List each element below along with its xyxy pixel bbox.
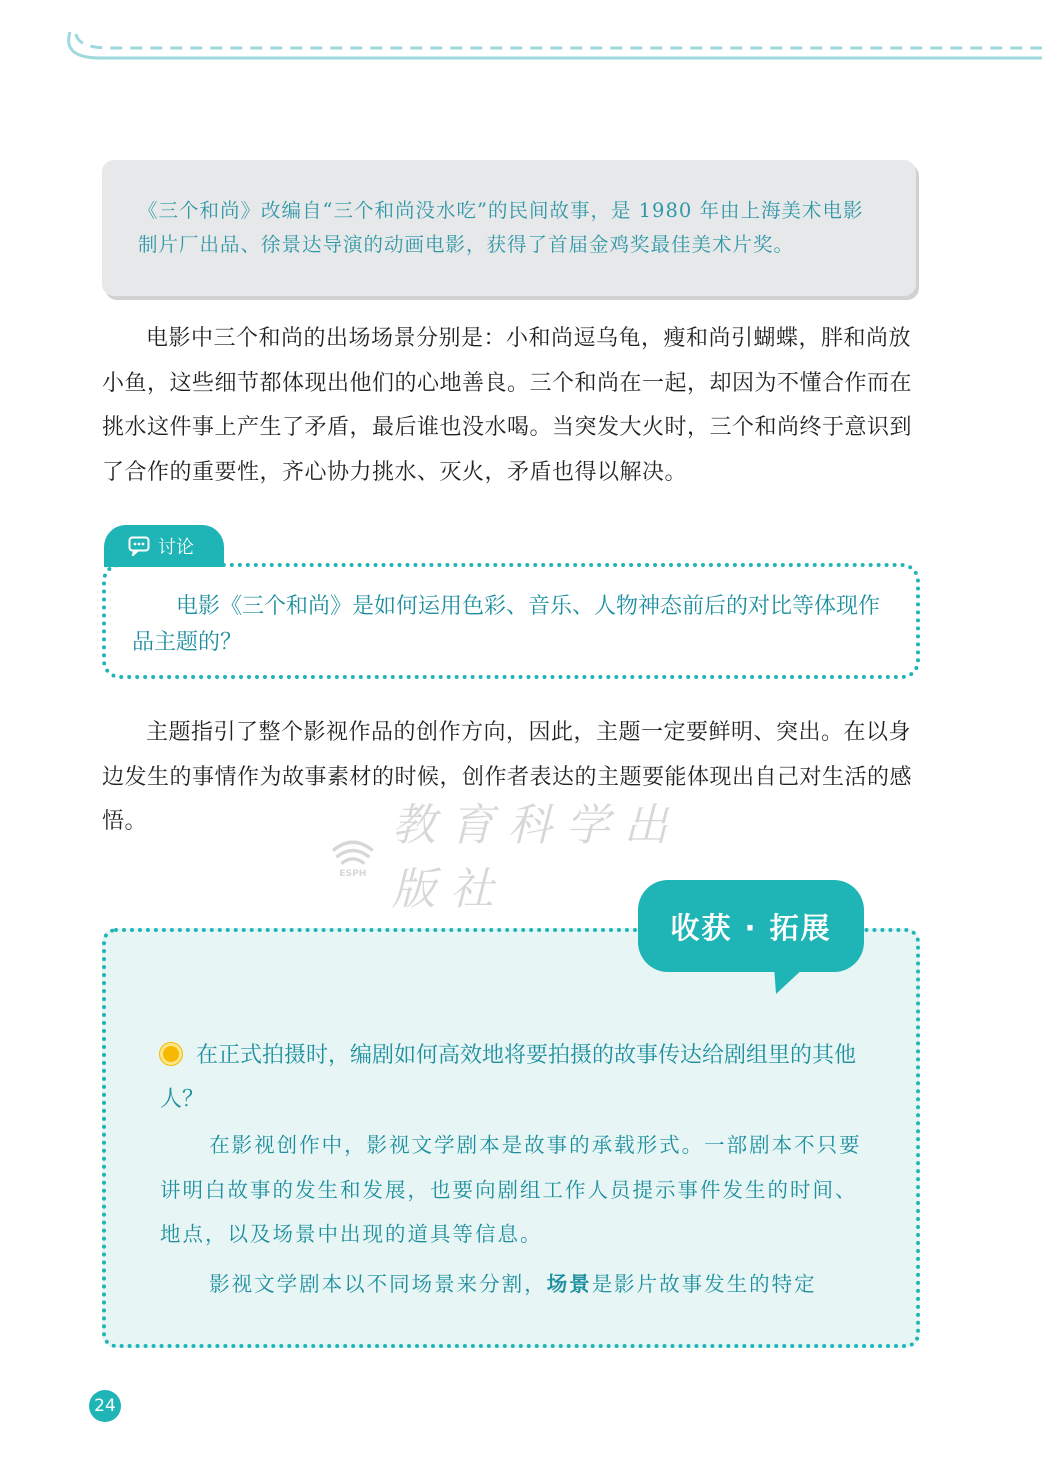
publisher-logo-icon <box>328 822 378 884</box>
discussion-tab <box>104 525 224 567</box>
harvest-para2-start: 影视文学剧本以不同场景来分割， <box>209 1272 547 1296</box>
publisher-logo-text: ESPH <box>339 869 367 880</box>
intro-note-box <box>102 160 916 296</box>
bullet-dot-icon <box>160 1043 182 1065</box>
harvest-paragraph-1: 在影视创作中，影视文学剧本是故事的承载形式。一部剧本不只要讲明白故事的发生和发展，也要向剧组工作人员提示事件发生的时间、地点，以及场景中出现的道具等信息。 <box>160 1133 862 1246</box>
discussion-box <box>102 563 920 679</box>
harvest-para2-keyword: 场景 <box>546 1272 592 1296</box>
paragraph-theme: 主题指引了整个影视作品的创作方向，因此，主题一定要鲜明、突出。在以身边发生的事情作为故事素材的时候，创作者表达的主题要能体现出自己对生活的感悟。 <box>102 720 913 834</box>
header-decoration <box>0 0 1042 80</box>
paragraph-characters: 电影中三个和尚的出场场景分别是：小和尚逗乌龟，瘦和尚引蝴蝶，胖和尚放小鱼，这些细节都体现出他们的心地善良。三个和尚在一起，却因为不懂合作而在挑水这件事上产生了矛盾，最后谁也没水喝。当突发大火时，三个和尚终于意识到了合作的重要性，齐心协力挑水、灭火，矛盾也得以解决。 <box>102 326 913 485</box>
publisher-watermark <box>328 800 728 915</box>
page-number: 24 <box>89 1390 121 1422</box>
discussion-question: 电影《三个和尚》是如何运用色彩、音乐、人物神态前后的对比等体现作品主题的？ <box>132 594 881 655</box>
chat-bubble-icon <box>128 536 150 556</box>
intro-note-text: 《三个和尚》改编自“三个和尚没水吃”的民间故事，是 1980 年由上海美术电影制片厂出品、徐景达导演的动画电影，获得了首届金鸡奖最佳美术片奖。 <box>138 199 864 256</box>
badge-tail-shape <box>770 966 810 996</box>
discussion-tab-label: 讨论 <box>158 537 194 558</box>
harvest-question <box>160 1034 880 1122</box>
harvest-badge: 收获 · 拓展 <box>638 880 864 972</box>
harvest-paragraph-2 <box>160 1262 868 1307</box>
publisher-name: 教育科学出版社 <box>391 800 682 915</box>
harvest-question-text: 在正式拍摄时，编剧如何高效地将要拍摄的故事传达给剧组里的其他人？ <box>160 1043 857 1112</box>
harvest-para2-end: 是影片故事发生的特定 <box>591 1272 817 1296</box>
